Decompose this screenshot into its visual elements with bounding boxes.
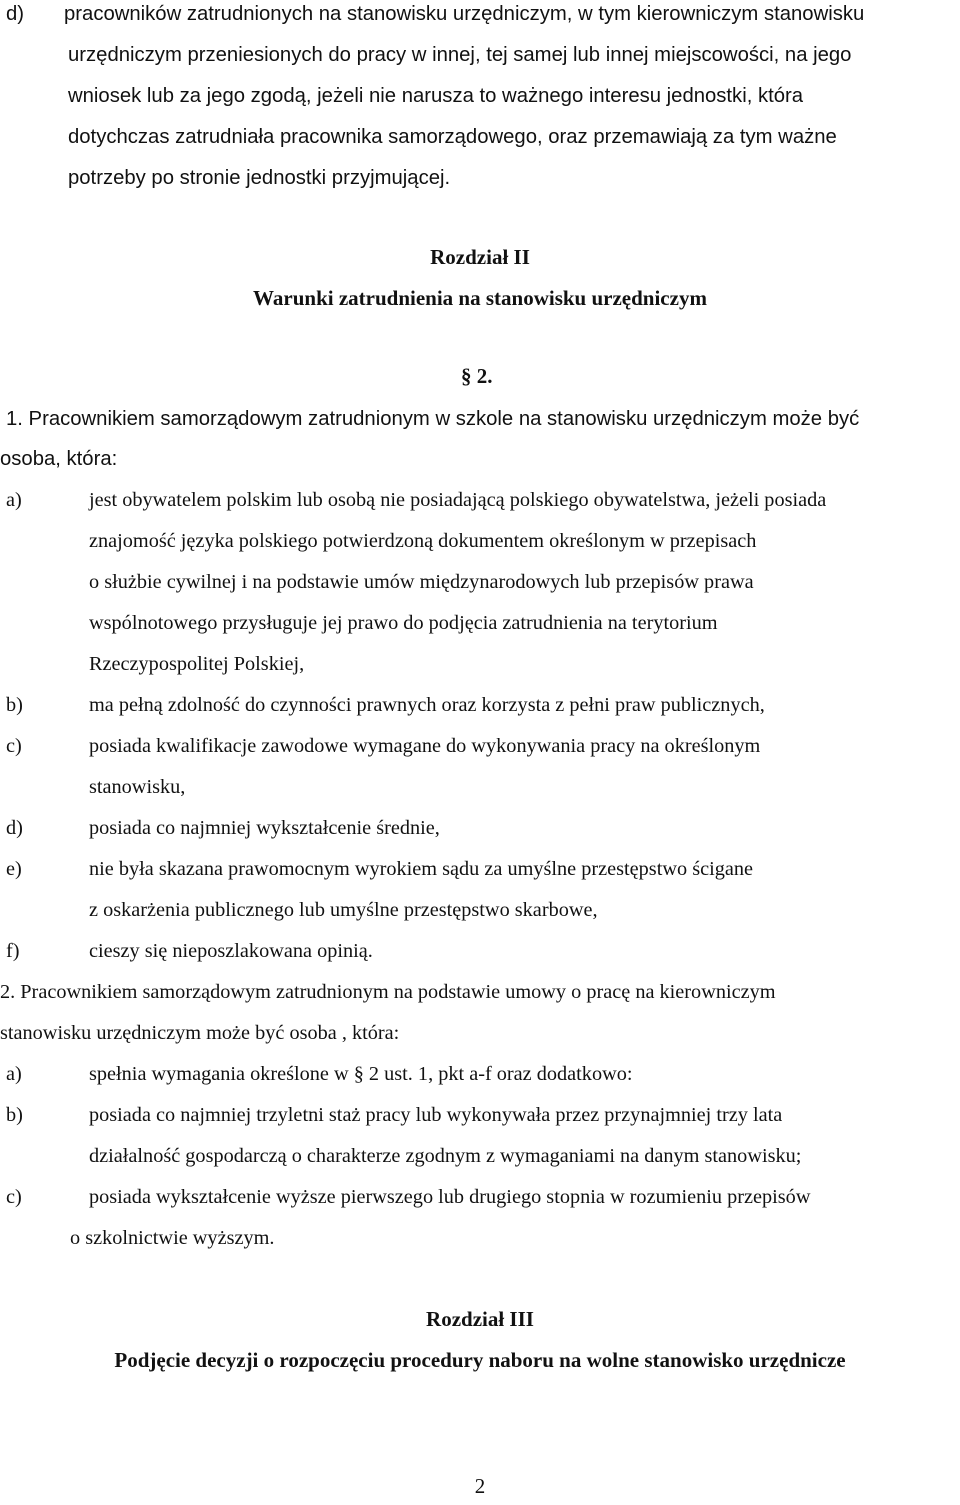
para-1-item-c-line-1: posiada kwalifikacje zawodowe wymagane do wykonywania pracy na określonym xyxy=(89,735,761,757)
para-1-item-a-line-5: Rzeczypospolitej Polskiej, xyxy=(89,653,305,675)
para-1-line-2: osoba, która: xyxy=(0,448,118,470)
para-1-item-a-line-1: jest obywatelem polskim lub osobą nie posiadającą polskiego obywatelstwa, jeżeli posiada xyxy=(89,489,827,511)
chapter-2-title: Rozdział II xyxy=(430,245,530,269)
para-1-item-a-label: a) xyxy=(6,489,22,511)
chapter-3-subtitle: Podjęcie decyzji o rozpoczęciu procedury naboru na wolne stanowisko urzędnicze xyxy=(114,1348,846,1372)
intro-item-label: d) xyxy=(6,3,25,25)
para-1-line-1: 1. Pracownikiem samorządowym zatrudnionym w szkole na stanowisku urzędniczym może być xyxy=(6,408,860,430)
intro-line-3: wniosek lub za jego zgodą, jeżeli nie narusza to ważnego interesu jednostki, która xyxy=(68,85,804,107)
para-1-item-f-line-1: cieszy się nieposzlakowana opinią. xyxy=(89,940,373,962)
intro-line-4: dotychczas zatrudniała pracownika samorządowego, oraz przemawiają za tym ważne xyxy=(68,126,837,148)
para-1-item-e-line-2: z oskarżenia publicznego lub umyślne przestępstwo skarbowe, xyxy=(89,899,598,921)
para-1-item-a-line-3: o służbie cywilnej i na podstawie umów międzynarodowych lub przepisów prawa xyxy=(89,571,754,593)
chapter-3-title: Rozdział III xyxy=(426,1307,534,1331)
intro-line-5: potrzeby po stronie jednostki przyjmującej. xyxy=(68,167,451,189)
para-2-item-b-label: b) xyxy=(6,1104,23,1126)
para-1-item-b-label: b) xyxy=(6,694,23,716)
para-1-item-a-line-2: znajomość języka polskiego potwierdzoną dokumentem określonym w przepisach xyxy=(89,530,757,552)
chapter-2-subtitle: Warunki zatrudnienia na stanowisku urzędniczym xyxy=(253,286,707,310)
para-1-item-c-label: c) xyxy=(6,735,22,757)
para-2-item-c-label: c) xyxy=(6,1186,22,1208)
para-2-item-b-line-1: posiada co najmniej trzyletni staż pracy lub wykonywała przez przynajmniej trzy lata xyxy=(89,1104,783,1126)
para-1-item-f-label: f) xyxy=(6,940,20,962)
para-1-item-b-line-1: ma pełną zdolność do czynności prawnych oraz korzysta z pełni praw publicznych, xyxy=(89,694,765,716)
para-2-item-b-line-2: działalność gospodarczą o charakterze zgodnym z wymaganiami na danym stanowisku; xyxy=(89,1145,802,1167)
para-2-item-c-line-2: o szkolnictwie wyższym. xyxy=(70,1227,275,1249)
para-1-item-a-line-4: wspólnotowego przysługuje jej prawo do podjęcia zatrudnienia na terytorium xyxy=(89,612,718,634)
section-2-mark: § 2. xyxy=(461,364,493,388)
para-1-item-d-line-1: posiada co najmniej wykształcenie średnie, xyxy=(89,817,440,839)
para-1-item-c-line-2: stanowisku, xyxy=(89,776,186,798)
intro-line-1: pracowników zatrudnionych na stanowisku urzędniczym, w tym kierowniczym stanowisku xyxy=(64,3,865,25)
para-2-line-1: 2. Pracownikiem samorządowym zatrudnionym na podstawie umowy o pracę na kierowniczym xyxy=(0,981,776,1003)
para-2-item-a-label: a) xyxy=(6,1063,22,1085)
para-1-item-e-line-1: nie była skazana prawomocnym wyrokiem sądu za umyślne przestępstwo ścigane xyxy=(89,858,754,880)
para-2-line-2: stanowisku urzędniczym może być osoba , która: xyxy=(0,1022,400,1044)
para-2-item-a-line-1: spełnia wymagania określone w § 2 ust. 1, pkt a-f oraz dodatkowo: xyxy=(89,1063,633,1085)
intro-line-2: urzędniczym przeniesionych do pracy w innej, tej samej lub innej miejscowości, na jego xyxy=(68,44,852,66)
para-1-item-d-label: d) xyxy=(6,817,23,839)
para-2-item-c-line-1: posiada wykształcenie wyższe pierwszego lub drugiego stopnia w rozumieniu przepisów xyxy=(89,1186,811,1208)
para-1-item-e-label: e) xyxy=(6,858,22,880)
page-number: 2 xyxy=(474,1474,486,1498)
